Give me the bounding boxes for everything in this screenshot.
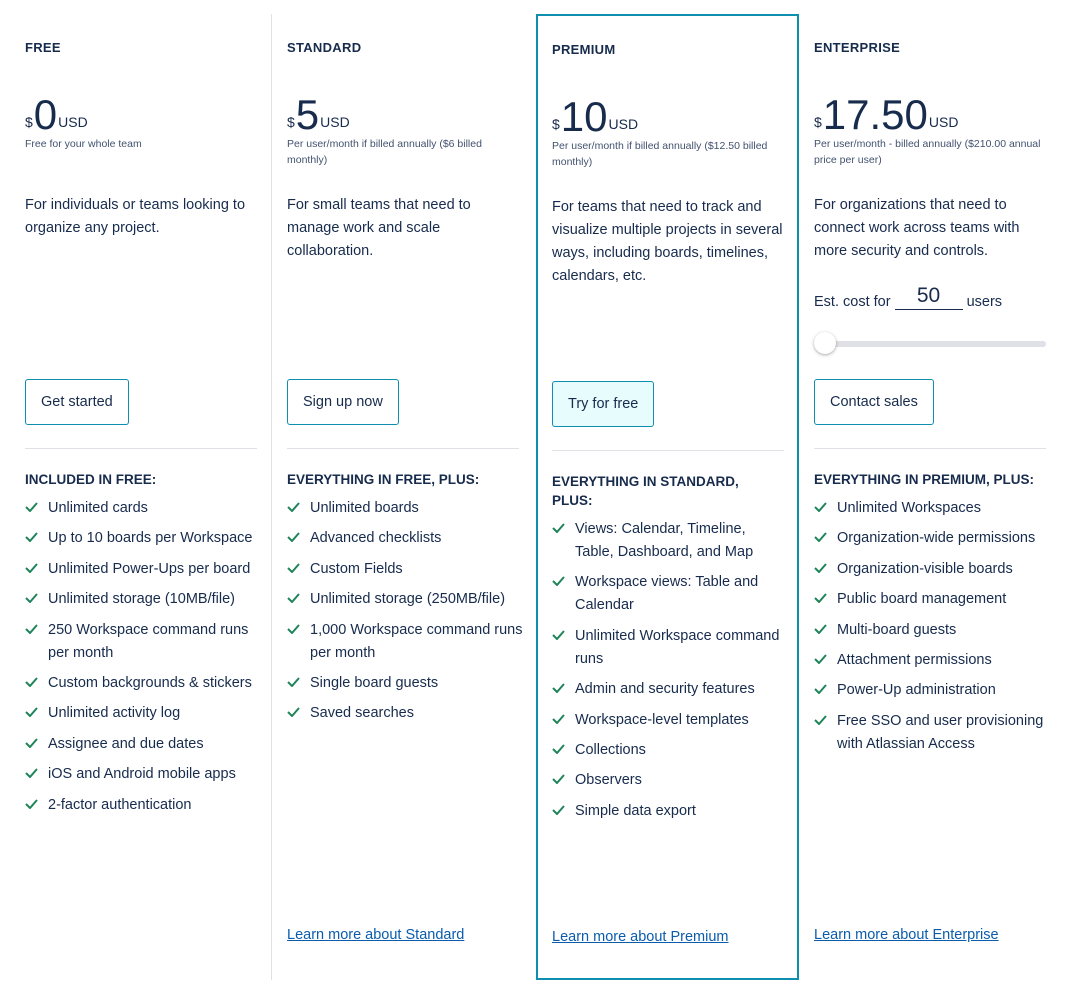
plan-price: [287, 86, 350, 136]
check-icon: [552, 805, 565, 815]
feature-label: Collections: [575, 741, 646, 758]
check-icon: [814, 532, 827, 542]
feature-item: [814, 588, 1050, 611]
check-icon: [814, 624, 827, 634]
check-icon: [552, 683, 565, 693]
features-header: EVERYTHING IN PREMIUM, PLUS:: [814, 472, 1035, 487]
check-icon: [287, 532, 300, 542]
user-count-input[interactable]: 50: [895, 284, 963, 310]
plan-description: For organizations that need to connect work across teams with more security and controls.: [814, 197, 1020, 259]
feature-label: Public board management: [837, 591, 1007, 608]
feature-item: [287, 527, 523, 550]
check-icon: [25, 502, 38, 512]
plan-price: [552, 88, 638, 138]
feature-item: [25, 672, 261, 695]
feature-item: [25, 497, 261, 520]
slider-thumb[interactable]: [814, 332, 836, 354]
feature-label: 250 Workspace command runs per month: [48, 621, 249, 661]
feature-item: [287, 558, 523, 581]
estimator-suffix: users: [966, 294, 1003, 310]
check-icon: [814, 593, 827, 603]
price-amount: 10: [560, 93, 608, 140]
feature-item: [552, 678, 788, 701]
plan-description: For small teams that need to manage work and scale collaboration.: [287, 197, 471, 259]
price-unit: USD: [320, 114, 350, 130]
feature-label: Unlimited cards: [48, 500, 148, 516]
feature-label: Attachment permissions: [837, 651, 992, 668]
features-header: EVERYTHING IN STANDARD, PLUS:: [552, 474, 739, 508]
check-icon: [287, 593, 300, 603]
feature-item: [287, 497, 523, 520]
check-icon: [25, 799, 38, 809]
feature-label: Simple data export: [575, 802, 696, 819]
check-icon: [25, 532, 38, 542]
feature-label: Observers: [575, 772, 642, 789]
feature-list: [287, 497, 523, 733]
price-unit: USD: [58, 114, 88, 130]
plan-standard: [272, 14, 536, 980]
feature-item: [25, 763, 261, 786]
feature-label: Custom Fields: [310, 560, 403, 577]
feature-item: [814, 710, 1050, 756]
check-icon: [25, 593, 38, 603]
feature-item: [552, 518, 788, 564]
user-count-slider[interactable]: [814, 332, 1046, 354]
feature-label: Assignee and due dates: [48, 735, 204, 752]
check-icon: [25, 677, 38, 687]
feature-label: Organization-visible boards: [837, 560, 1013, 577]
feature-item: [287, 588, 523, 611]
plan-tier: STANDARD: [287, 40, 362, 55]
feature-item: [287, 619, 523, 665]
divider: [25, 448, 257, 449]
feature-list: [814, 497, 1050, 763]
feature-label: Unlimited Workspace command runs: [575, 627, 780, 667]
plan-description: For individuals or teams looking to organize any project.: [25, 197, 246, 236]
feature-item: [814, 497, 1050, 520]
check-icon: [552, 774, 565, 784]
plan-tier: FREE: [25, 40, 61, 55]
cost-estimator: [814, 284, 1002, 310]
feature-label: Unlimited storage (10MB/file): [48, 591, 235, 608]
price-note: Free for your whole team: [25, 138, 142, 150]
check-icon: [25, 768, 38, 778]
feature-item: [287, 702, 523, 725]
check-icon: [552, 744, 565, 754]
feature-item: [814, 679, 1050, 702]
feature-item: [552, 571, 788, 617]
check-icon: [814, 563, 827, 573]
check-icon: [814, 715, 827, 725]
check-icon: [552, 714, 565, 724]
check-icon: [25, 563, 38, 573]
check-icon: [814, 654, 827, 664]
feature-label: 1,000 Workspace command runs per month: [310, 621, 523, 661]
feature-label: Saved searches: [310, 705, 414, 722]
plan-price: [25, 86, 88, 136]
feature-item: [552, 769, 788, 792]
plan-tier: PREMIUM: [552, 42, 616, 57]
feature-item: [814, 649, 1050, 672]
price-currency: $: [25, 114, 33, 130]
price-amount: 17.50: [822, 91, 928, 138]
check-icon: [287, 677, 300, 687]
price-currency: $: [814, 114, 822, 130]
divider: [287, 448, 519, 449]
learn-more-enterprise-link[interactable]: Learn more about Enterprise: [814, 927, 999, 943]
feature-item: [25, 733, 261, 756]
get-started-button[interactable]: Get started: [25, 379, 129, 425]
feature-item: [287, 672, 523, 695]
feature-label: Organization-wide permissions: [837, 530, 1036, 547]
sign-up-now-button[interactable]: Sign up now: [287, 379, 399, 425]
price-currency: $: [287, 114, 295, 130]
price-note: Per user/month - billed annually ($210.00 annual price per user): [814, 138, 1041, 166]
features-header: INCLUDED IN FREE:: [25, 472, 157, 487]
plan-premium: [536, 14, 799, 980]
feature-label: iOS and Android mobile apps: [48, 766, 236, 783]
feature-item: [25, 588, 261, 611]
feature-item: [552, 800, 788, 823]
feature-label: Unlimited Workspaces: [837, 500, 981, 516]
features-header: EVERYTHING IN FREE, PLUS:: [287, 472, 480, 487]
feature-label: Unlimited Power-Ups per board: [48, 560, 251, 577]
feature-list: [25, 497, 261, 824]
feature-label: Multi-board guests: [837, 621, 957, 638]
feature-item: [25, 619, 261, 665]
divider: [552, 450, 784, 451]
feature-item: [552, 709, 788, 732]
feature-item: [552, 739, 788, 762]
feature-list: [552, 518, 788, 830]
check-icon: [287, 502, 300, 512]
price-note: Per user/month if billed annually ($12.50 billed monthly): [552, 140, 768, 168]
price-amount: 0: [33, 91, 58, 138]
feature-label: Power-Up administration: [837, 682, 996, 699]
feature-item: [814, 527, 1050, 550]
feature-label: Views: Calendar, Timeline, Table, Dashboard, and Map: [575, 521, 754, 560]
feature-item: [814, 558, 1050, 581]
check-icon: [552, 576, 565, 586]
feature-label: Admin and security features: [575, 681, 755, 698]
feature-label: Custom backgrounds & stickers: [48, 674, 252, 691]
try-for-free-button[interactable]: Try for free: [552, 381, 654, 427]
feature-item: [25, 558, 261, 581]
plan-description: For teams that need to track and visualize multiple projects in several ways, including boards, timelines, calendars, etc.: [552, 199, 783, 284]
feature-label: Single board guests: [310, 674, 439, 691]
feature-label: Up to 10 boards per Workspace: [48, 530, 253, 547]
check-icon: [814, 502, 827, 512]
check-icon: [287, 624, 300, 634]
feature-label: Free SSO and user provisioning with Atlassian Access: [837, 712, 1044, 752]
feature-item: [25, 702, 261, 725]
check-icon: [25, 707, 38, 717]
price-unit: USD: [608, 116, 639, 132]
check-icon: [552, 523, 565, 533]
estimator-prefix: Est. cost for: [814, 294, 891, 310]
feature-label: Unlimited activity log: [48, 705, 181, 722]
learn-more-premium-link[interactable]: Learn more about Premium: [552, 929, 729, 945]
plan-free: [10, 14, 272, 980]
feature-label: Workspace-level templates: [575, 711, 749, 728]
feature-label: Workspace views: Table and Calendar: [575, 574, 759, 614]
feature-label: 2-factor authentication: [48, 796, 192, 813]
price-unit: USD: [928, 114, 959, 130]
price-currency: $: [552, 116, 560, 132]
feature-item: [25, 794, 261, 817]
check-icon: [25, 738, 38, 748]
feature-label: Unlimited boards: [310, 500, 419, 516]
check-icon: [287, 707, 300, 717]
price-note: Per user/month if billed annually ($6 billed monthly): [287, 138, 482, 166]
check-icon: [552, 630, 565, 640]
feature-item: [552, 625, 788, 671]
feature-item: [25, 527, 261, 550]
plan-price: [814, 86, 958, 136]
plan-enterprise: [799, 14, 1061, 980]
learn-more-standard-link[interactable]: Learn more about Standard: [287, 927, 465, 943]
check-icon: [814, 684, 827, 694]
price-amount: 5: [295, 91, 320, 138]
feature-label: Advanced checklists: [310, 530, 442, 547]
contact-sales-button[interactable]: Contact sales: [814, 379, 934, 425]
slider-track[interactable]: [814, 341, 1046, 347]
divider: [814, 448, 1046, 449]
plan-tier: ENTERPRISE: [814, 40, 901, 55]
feature-item: [814, 619, 1050, 642]
feature-label: Unlimited storage (250MB/file): [310, 591, 506, 608]
check-icon: [287, 563, 300, 573]
check-icon: [25, 624, 38, 634]
